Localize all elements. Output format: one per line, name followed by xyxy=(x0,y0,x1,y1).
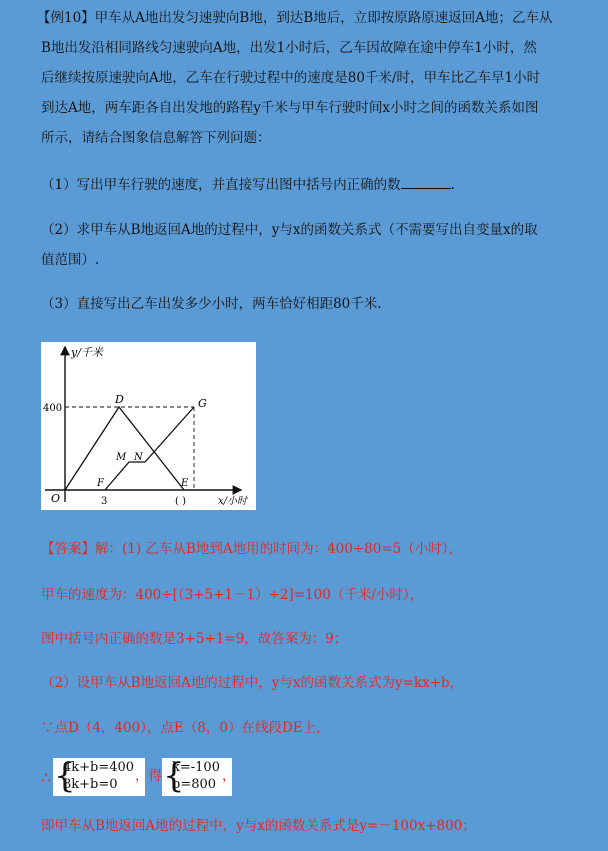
point-f-label: F xyxy=(97,478,104,489)
point-d-label: D xyxy=(115,393,124,406)
eq-2a: k=-100 xyxy=(172,760,220,775)
problem-line-2: B地出发沿相同路线匀速驶向A地，出发1小时后，乙车因故障在途中停车1小时，然 xyxy=(41,40,537,56)
question-2a: （2）求甲车从B地返回A地的过程中，y与x的函数关系式（不需要写出自变量x的取 xyxy=(41,222,538,238)
point-e-label: E xyxy=(181,478,189,489)
car-a-path xyxy=(65,407,184,490)
problem-line-1: 【例10】甲车从A地出发匀速驶向B地，到达B地后，立即按原路原速返回A地；乙车从 xyxy=(37,10,553,26)
problem-line-4: 到达A地，两车距各自出发地的路程y千米与甲车行驶时间x小时之间的函数关系如图 xyxy=(41,100,539,116)
answer-line-4: （2）设甲车从B地返回A地的过程中，y与x的函数关系式为y=kx+b， xyxy=(41,675,464,691)
question-1-end: . xyxy=(450,177,455,193)
point-g-label: G xyxy=(198,397,207,410)
problem-line-5: 所示，请结合图象信息解答下列问题： xyxy=(41,130,271,146)
question-3: （3）直接写出乙车出发多少小时，两车恰好相距80千米. xyxy=(41,296,382,312)
point-m-label: M xyxy=(116,452,127,463)
brace-2: { xyxy=(163,756,185,796)
answer-line-5: ∵点D（4，400），点E（8，0）在线段DE上， xyxy=(41,720,330,736)
obtain-word: ，得 xyxy=(135,768,162,784)
eq-1b: 8k+b=0 xyxy=(63,777,118,792)
brace-1: { xyxy=(54,756,76,796)
answer-blank xyxy=(401,174,451,189)
answer-line-1-text: 解：(1) 乙车从B地到A地用的时间为：400÷80=5（小时）， xyxy=(95,541,462,557)
therefore-symbol: ∴ xyxy=(41,768,52,787)
point-n-label: N xyxy=(134,452,143,463)
x-axis-label: x/小时 xyxy=(218,496,248,507)
answer-line-2: 甲车的速度为：400÷[（3+5+1－1）÷2]=100（千米/小时）， xyxy=(41,587,424,603)
system-tail: ， xyxy=(222,768,236,784)
function-graph xyxy=(41,342,256,510)
eq-2b: b=800 xyxy=(172,777,217,792)
question-2b: 值范围）. xyxy=(41,252,100,268)
x-tick-blank: ( ) xyxy=(175,496,186,507)
answer-line-7: 即甲车从B地返回A地的过程中，y与x的函数关系式是y=－100x+800； xyxy=(41,818,476,834)
origin-label: O xyxy=(51,492,61,505)
question-1-text: （1）写出甲车行驶的速度，并直接写出图中括号内正确的数 xyxy=(41,177,401,193)
y-axis-label: y/千米 xyxy=(71,346,103,359)
x-tick-3: 3 xyxy=(101,496,108,507)
eq-1a: 4k+b=400 xyxy=(63,760,135,775)
graph-svg xyxy=(41,342,256,510)
answer-line-1 xyxy=(41,539,462,559)
answer-tag: 【答案】 xyxy=(41,541,95,557)
answer-line-3: 图中括号内正确的数是3+5+1=9，故答案为：9； xyxy=(41,631,348,647)
equation-system-1 xyxy=(53,758,145,796)
question-1 xyxy=(41,174,455,195)
y-tick-400: 400 xyxy=(43,403,63,414)
problem-line-3: 后继续按原速驶向A地，乙车在行驶过程中的速度是80千米/时，甲车比乙车早1小时 xyxy=(41,70,541,86)
